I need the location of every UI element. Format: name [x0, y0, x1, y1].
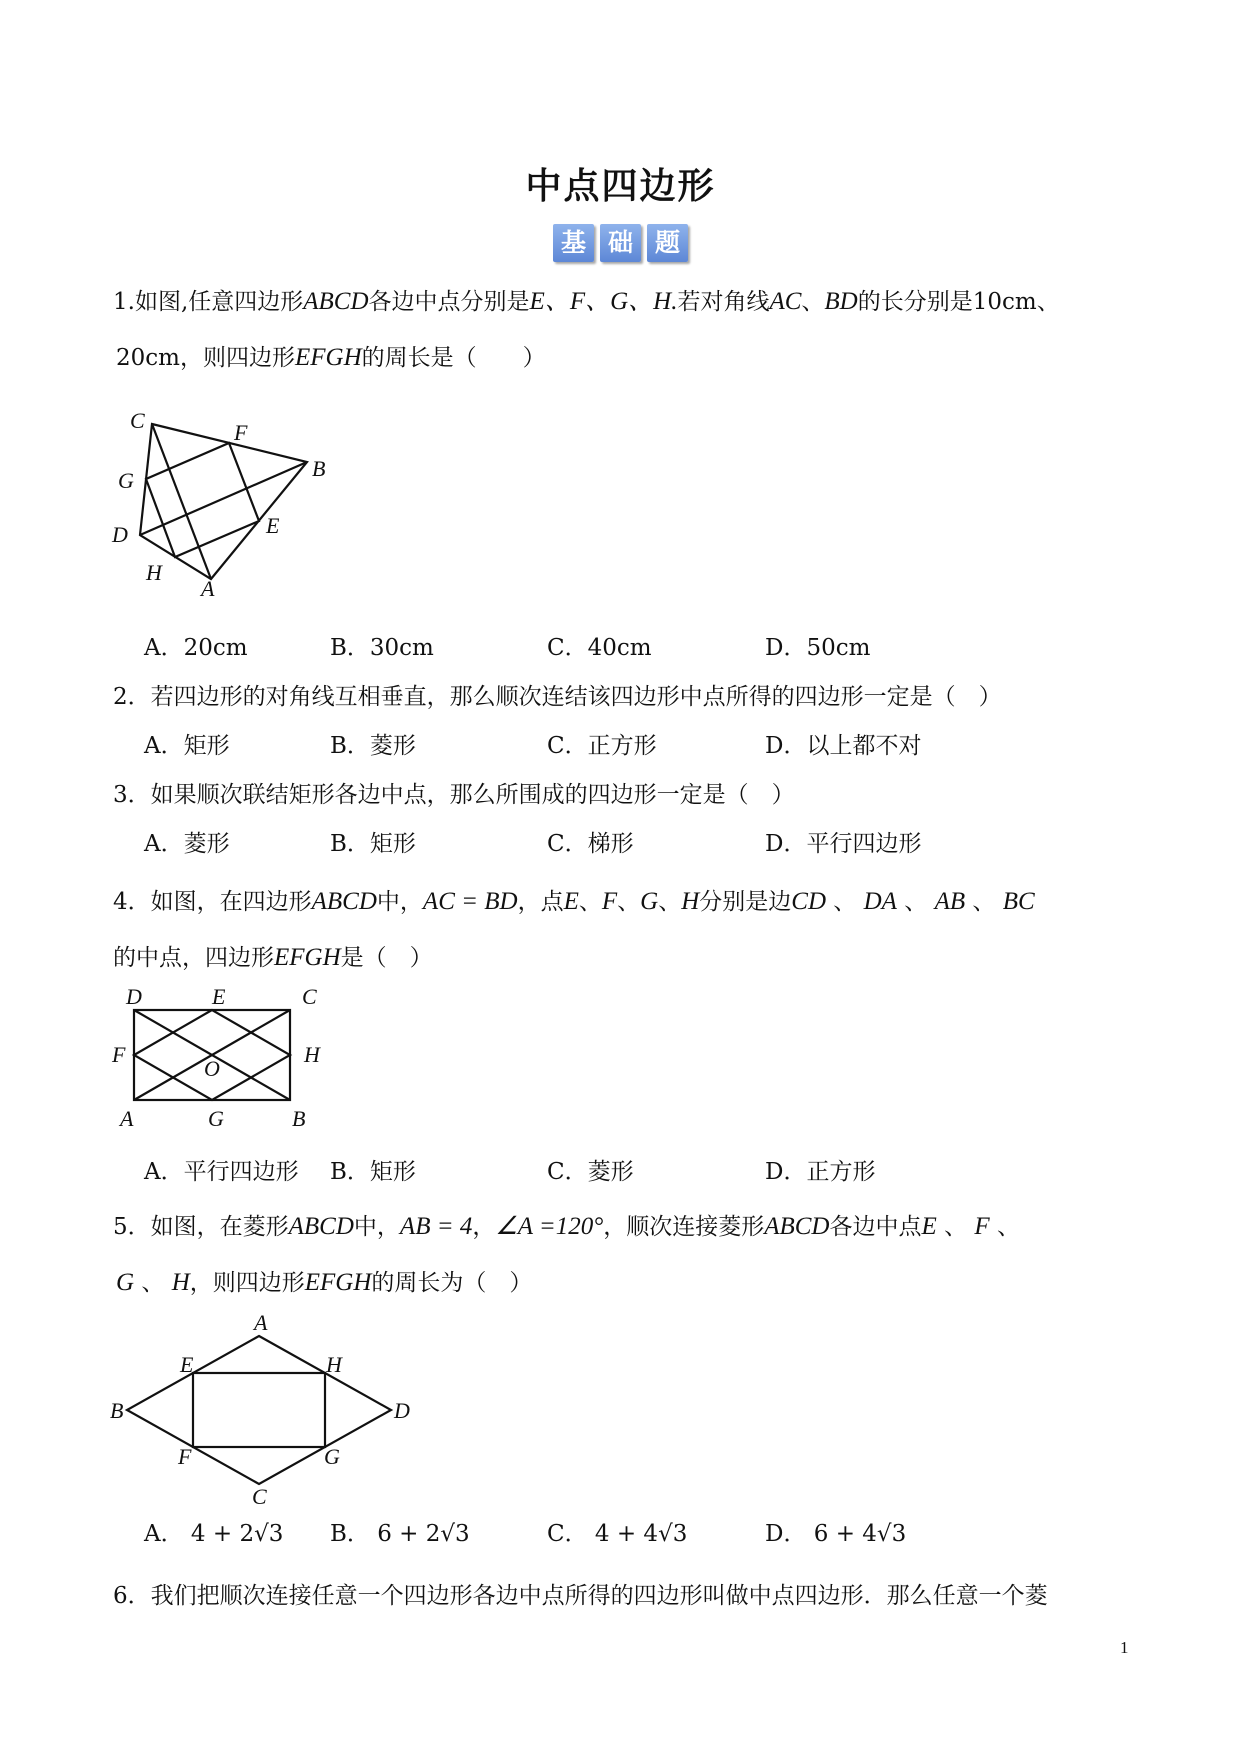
badge-char: 题: [647, 224, 688, 262]
badge-char: 基: [553, 224, 594, 262]
label-d: D: [126, 984, 142, 1009]
label-o: O: [204, 1056, 220, 1081]
question-4-line-1: 4．如图，在四边形ABCD中，AC = BD，点E、F、G、H分别是边CD 、 DA 、 AB 、 BC: [113, 888, 1035, 915]
question-1-options: [144, 628, 1044, 668]
option-b[interactable]: B．矩形: [330, 831, 416, 857]
label-a: A: [201, 576, 215, 601]
question-3-options: [144, 824, 1044, 864]
label-a: A: [254, 1310, 268, 1335]
question-4-line-2: 的中点，四边形EFGH是（ ）: [113, 944, 433, 971]
option-a[interactable]: A． 4 + 2√3: [144, 1521, 284, 1547]
option-a[interactable]: A．平行四边形: [144, 1159, 299, 1185]
label-h: H: [326, 1352, 342, 1377]
figure-rhombus-midpoints: [108, 1306, 428, 1506]
option-a[interactable]: A．菱形: [144, 831, 230, 857]
rectangle-efgh: [193, 1373, 325, 1447]
option-d[interactable]: D．平行四边形: [765, 831, 922, 857]
option-c[interactable]: C．梯形: [547, 831, 634, 857]
option-d[interactable]: D．正方形: [765, 1159, 876, 1185]
label-f: F: [112, 1042, 126, 1067]
option-b[interactable]: B．矩形: [330, 1159, 416, 1185]
question-3: 3．如果顺次联结矩形各边中点，那么所围成的四边形一定是（ ）: [113, 782, 795, 808]
question-1-line-1: 1.如图,任意四边形ABCD各边中点分别是E、F、G、H.若对角线AC、BD的长分别是10cm、: [113, 288, 1060, 315]
label-e: E: [266, 513, 280, 538]
diagonal-ac: [152, 424, 211, 579]
option-d[interactable]: D． 6 + 4√3: [765, 1521, 907, 1547]
label-b: B: [110, 1398, 124, 1423]
label-c: C: [302, 984, 317, 1009]
label-g: G: [118, 468, 134, 493]
option-c[interactable]: C．40cm: [547, 635, 652, 661]
question-4-options: [144, 1152, 1044, 1192]
section-badge: [0, 224, 1241, 262]
option-b[interactable]: B．菱形: [330, 733, 416, 759]
label-h: H: [146, 560, 162, 585]
label-g: G: [324, 1444, 340, 1469]
badge-char: 础: [600, 224, 641, 262]
label-g: G: [208, 1106, 224, 1131]
option-d[interactable]: D．以上都不对: [765, 733, 922, 759]
option-a[interactable]: A．20cm: [144, 635, 248, 661]
option-c[interactable]: C．菱形: [547, 1159, 634, 1185]
label-f: F: [234, 420, 248, 445]
option-c[interactable]: C． 4 + 4√3: [547, 1521, 688, 1547]
diagonal-bd: [140, 462, 307, 535]
label-d: D: [394, 1398, 410, 1423]
label-d: D: [112, 522, 128, 547]
question-5-line-2: G 、 H，则四边形EFGH的周长为（ ）: [116, 1269, 533, 1296]
label-b: B: [312, 456, 326, 481]
option-a[interactable]: A．矩形: [144, 733, 230, 759]
label-c: C: [252, 1484, 267, 1506]
question-5-line-1: 5．如图，在菱形ABCD中，AB = 4，∠A =120°，顺次连接菱形ABCD各边中点E 、 F 、: [113, 1213, 1020, 1240]
label-a: A: [120, 1106, 134, 1131]
rhombus-abcd: [127, 1336, 391, 1484]
quadrilateral-abcd: [140, 424, 307, 579]
question-6: 6．我们把顺次连接任意一个四边形各边中点所得的四边形叫做中点四边形．那么任意一个菱: [113, 1583, 1048, 1609]
label-f: F: [178, 1444, 192, 1469]
option-b[interactable]: B．30cm: [330, 635, 434, 661]
label-e: E: [180, 1352, 194, 1377]
question-1-line-2: 20cm，则四边形EFGH的周长是（ ）: [116, 344, 546, 371]
label-c: C: [130, 408, 145, 433]
option-b[interactable]: B． 6 + 2√3: [330, 1521, 470, 1547]
figure-quadrilateral-midpoints: [108, 402, 338, 602]
label-h: H: [304, 1042, 320, 1067]
label-e: E: [212, 984, 226, 1009]
figure-rectangle-midpoints: [108, 982, 338, 1142]
question-5-options: [144, 1514, 1044, 1554]
question-2: 2．若四边形的对角线互相垂直，那么顺次连结该四边形中点所得的四边形一定是（ ）: [113, 684, 1002, 710]
question-2-options: [144, 726, 1044, 766]
option-c[interactable]: C．正方形: [547, 733, 657, 759]
page-number: 1: [1120, 1638, 1129, 1657]
option-d[interactable]: D．50cm: [765, 635, 871, 661]
page-title: 中点四边形: [525, 166, 716, 207]
label-b: B: [292, 1106, 306, 1131]
